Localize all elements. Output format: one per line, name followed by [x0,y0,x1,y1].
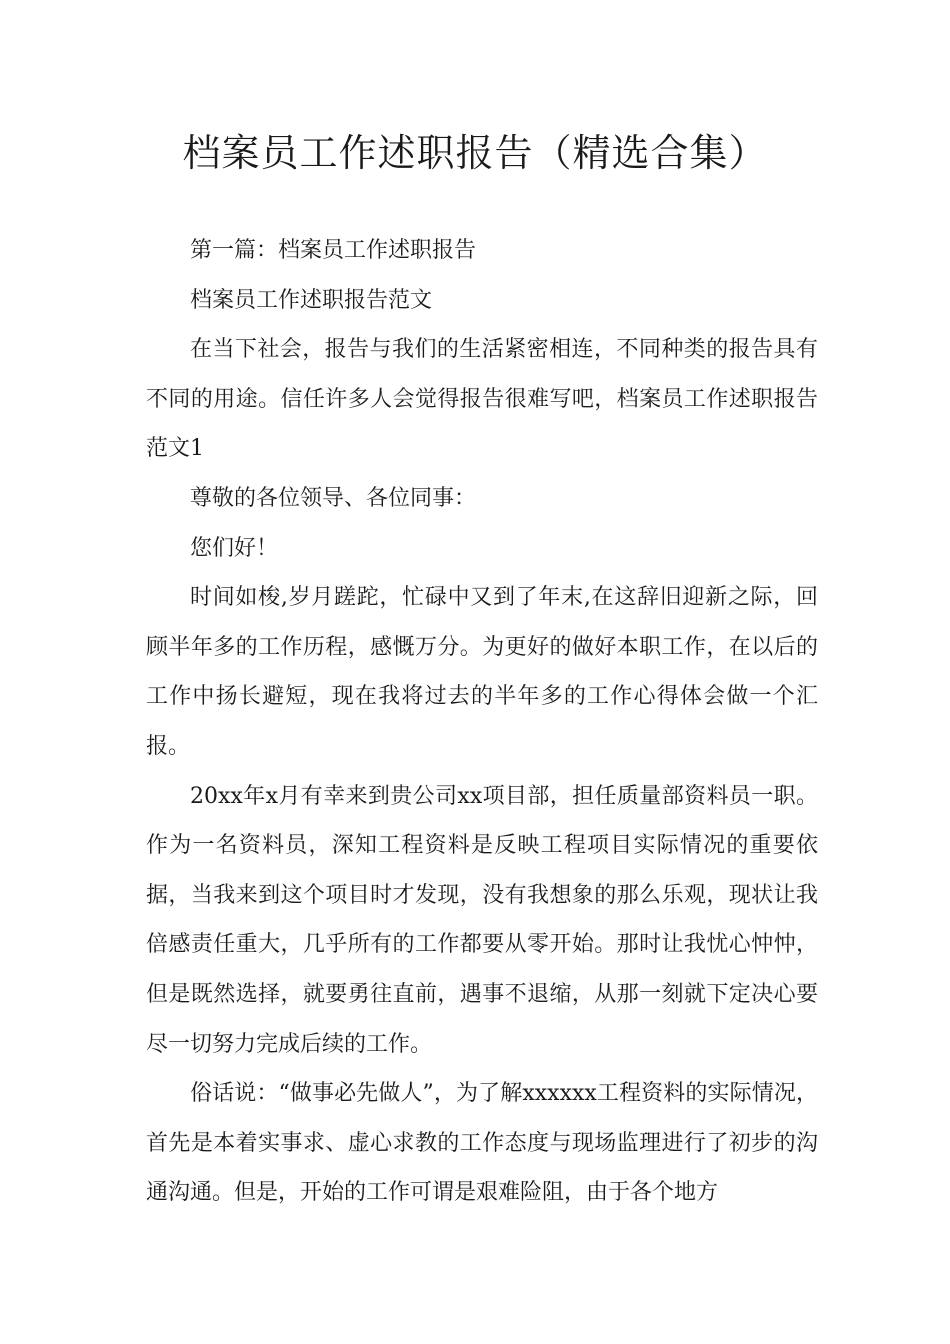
paragraph-intro: 在当下社会，报告与我们的生活紧密相连，不同种类的报告具有不同的用途。信任许多人会觉得报告很难写吧，档案员工作述职报告范文1 [146,337,818,462]
paragraph-salutation: 尊敬的各位领导、各位同事： [190,485,477,511]
paragraph-body-2: 20xx年x月有幸来到贵公司xx项目部，担任质量部资料员一职。作为一名资料员，深知工程资料是反映工程项目实际情况的重要依据，当我来到这个项目时才发现，没有我想象的那么乐观，现状让我倍感责任重大，几乎所有的工作都要从零开始。那时让我忧心忡忡，但是既然选择，就要勇往直前，遇事不退缩，从那一刻就下定决心要尽一切努力完成后续的工作。 [146,783,818,1057]
paragraph-subtitle: 档案员工作述职报告范文 [190,287,433,313]
paragraph-body-3: 俗话说：“做事必先做人”，为了解xxxxxx工程资料的实际情况，首先是本着实事求、虚心求教的工作态度与现场监理进行了初步的沟通沟通。但是，开始的工作可谓是艰难险阻，由于各个地方 [146,1081,818,1206]
paragraph-greeting: 您们好！ [190,535,279,561]
paragraph-section-heading: 第一篇：档案员工作述职报告 [190,238,477,263]
document-title: 档案员工作述职报告（精选合集） [182,131,768,175]
paragraph-body-1: 时间如梭,岁月蹉跎，忙碌中又到了年末,在这辞旧迎新之际，回顾半年多的工作历程，感慨万分。为更好的做好本职工作，在以后的工作中扬长避短，现在我将过去的半年多的工作心得体会做一个汇报。 [146,585,818,759]
document-body [146,226,818,1218]
